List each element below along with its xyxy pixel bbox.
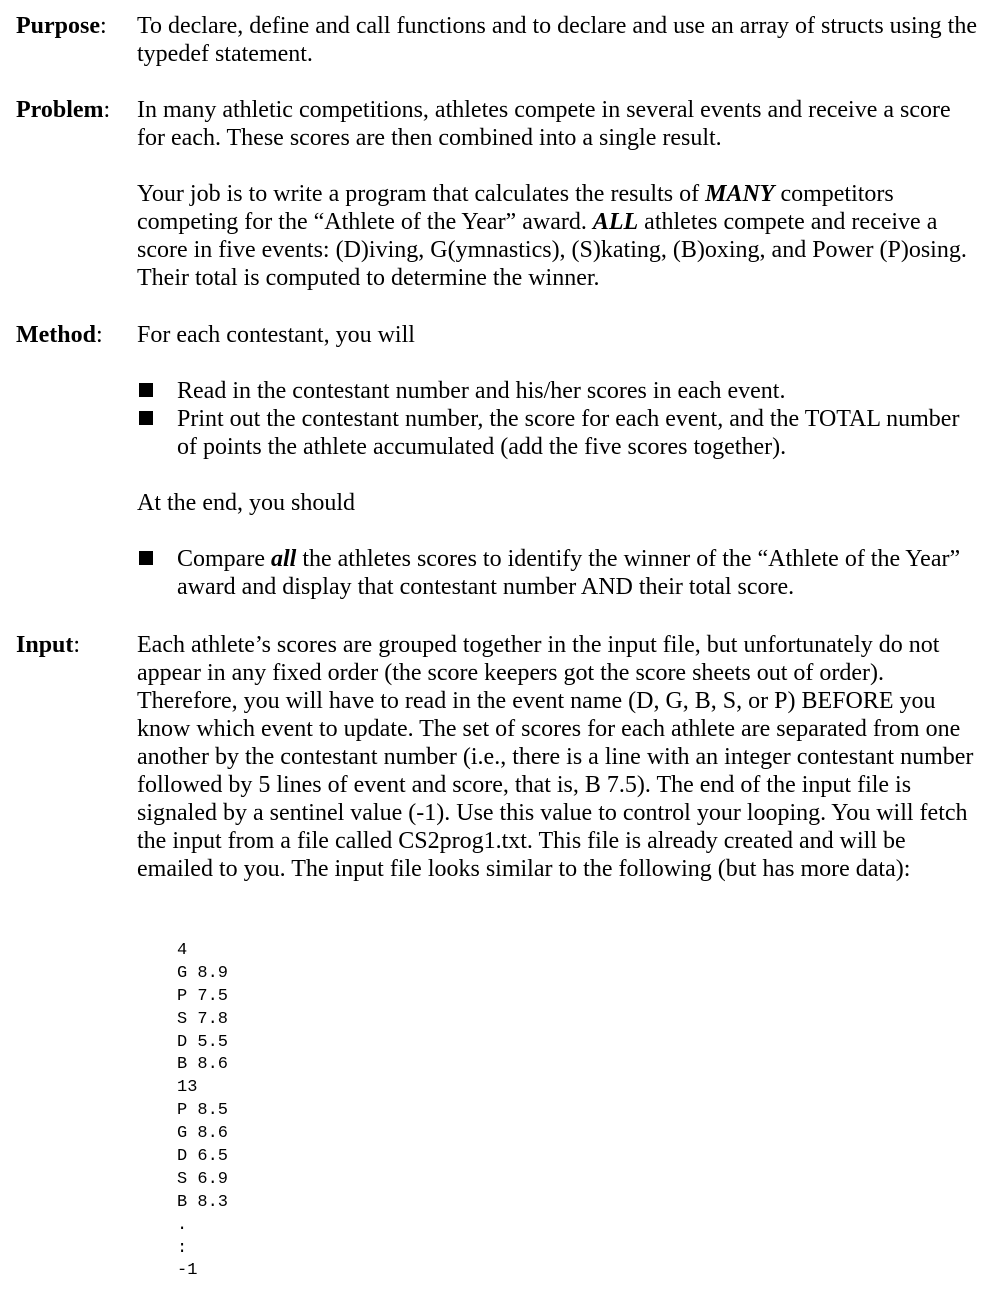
code-line: -1	[177, 1261, 198, 1281]
sample-input-block	[177, 940, 377, 1283]
code-line: 13	[177, 1078, 198, 1098]
input-label: Input:	[16, 632, 81, 658]
code-line: B 8.3	[177, 1192, 229, 1212]
code-line: D 6.5	[177, 1147, 229, 1167]
code-line: .	[177, 1215, 188, 1235]
code-line: B 8.6	[177, 1055, 229, 1075]
problem-content	[137, 96, 982, 292]
method-content	[137, 321, 982, 601]
code-line: G 8.6	[177, 1124, 229, 1144]
method-bullet-list	[137, 377, 982, 461]
list-item: Compare all the athletes scores to identify the winner of the “Athlete of the Year” award and display that contestant number AND their total score.	[137, 545, 982, 601]
purpose-content	[137, 12, 982, 68]
code-line: D 5.5	[177, 1032, 229, 1052]
code-line: 4	[177, 941, 188, 960]
code-line: :	[177, 1238, 188, 1258]
code-line: P 7.5	[177, 986, 229, 1006]
method-end-intro: At the end, you should	[137, 490, 355, 516]
input-text: Each athlete’s scores are grouped together in the input file, but unfortunately do not appear in any fixed order (the score keepers got the score sheets out of order). Therefore, you will have to read in the event name (D, G, B, S, or P) BEFORE you know which event to update. The set of scores for each athlete are separated from one another by the contestant number (i.e., there is a line with an integer contestant number followed by 5 lines of event and score, that is, B 7.5). The end of the input file is signaled by a sentinel value (-1). Use this value to control your looping. You will fetch the input from a file called CS2prog1.txt. This file is already created and will be emailed to you. The input file looks similar to the following (but has more data):	[137, 632, 974, 882]
code-line: P 8.5	[177, 1101, 229, 1121]
list-item: Read in the contestant number and his/her scores in each event.	[137, 377, 982, 405]
purpose-label: Purpose:	[16, 13, 107, 39]
sample-input-lines	[177, 940, 377, 1283]
method-end-bullet-list	[137, 545, 982, 601]
code-line: S 7.8	[177, 1009, 229, 1029]
method-label: Method:	[16, 322, 103, 348]
square-bullet-icon	[139, 383, 153, 397]
square-bullet-icon	[139, 411, 153, 425]
problem-paragraph-1: In many athletic competitions, athletes compete in several events and receive a score for each. These scores are then combined into a single result.	[137, 97, 951, 151]
square-bullet-icon	[139, 551, 153, 565]
list-item: Print out the contestant number, the score for each event, and the TOTAL number of points the athlete accumulated (add the five scores together).	[137, 405, 982, 461]
input-content	[137, 631, 982, 883]
problem-paragraph-2: Your job is to write a program that calculates the results of MANY competitors competing for the “Athlete of the Year” award. ALL athletes compete and receive a score in five events: (D)iving, G(ymnastics), (S)kating, (B)oxing, and Power (P)osing. Their total is computed to determine the winner.	[137, 181, 967, 291]
problem-label: Problem:	[16, 97, 111, 123]
method-intro: For each contestant, you will	[137, 322, 415, 348]
purpose-text: To declare, define and call functions and to declare and use an array of structs using the typedef statement.	[137, 13, 977, 67]
code-line: S 6.9	[177, 1169, 229, 1189]
code-line: G 8.9	[177, 963, 229, 983]
